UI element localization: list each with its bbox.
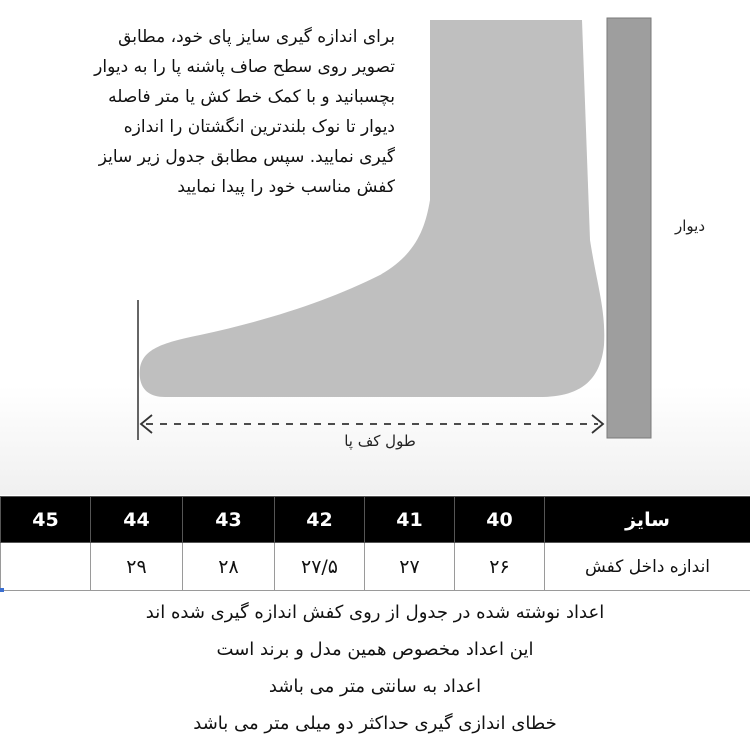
instruction-line: دیوار تا نوک بلندترین انگشتان را اندازه bbox=[123, 117, 395, 137]
corner-marker bbox=[0, 588, 4, 592]
inner-length-row bbox=[1, 543, 750, 591]
length-cell: ۲۶ bbox=[455, 543, 545, 591]
instruction-line: گیری نمایید. سپس مطابق جدول زیر سایز bbox=[98, 147, 395, 167]
instruction-line: برای اندازه گیری سایز پای خود، مطابق bbox=[118, 27, 395, 47]
note-line: اعداد به سانتی متر می باشد bbox=[268, 676, 482, 697]
note-line: خطای اندازی گیری حداکثر دو میلی متر می باشد bbox=[193, 713, 557, 734]
length-cell: ۲۹ bbox=[91, 543, 183, 591]
foot-length-label: طول کف پا bbox=[344, 432, 416, 450]
wall-label: دیوار bbox=[674, 217, 705, 235]
size-header-row bbox=[1, 497, 750, 543]
measurement-instructions bbox=[94, 22, 395, 202]
length-cell: ۲۷ bbox=[365, 543, 455, 591]
inner-length-label: اندازه داخل کفش bbox=[545, 543, 750, 591]
note-line: اعداد نوشته شده در جدول از روی کفش اندازه گیری شده اند bbox=[145, 602, 605, 623]
instruction-line: کفش مناسب خود را پیدا نمایید bbox=[177, 177, 395, 197]
size-cell: 40 bbox=[455, 497, 545, 543]
size-cell: 41 bbox=[365, 497, 455, 543]
wall-shape bbox=[607, 18, 651, 438]
size-chart-table bbox=[0, 496, 750, 591]
length-cell: ۲۸ bbox=[183, 543, 275, 591]
size-cell: 44 bbox=[91, 497, 183, 543]
size-cell: 43 bbox=[183, 497, 275, 543]
note-line: این اعداد مخصوص همین مدل و برند است bbox=[216, 639, 534, 660]
size-cell: 45 bbox=[1, 497, 91, 543]
size-header-label: سایز bbox=[545, 497, 750, 543]
size-cell: 42 bbox=[275, 497, 365, 543]
length-cell: ۲۷/۵ bbox=[275, 543, 365, 591]
length-cell bbox=[1, 543, 91, 591]
notes-section bbox=[0, 594, 750, 742]
instruction-line: بچسبانید و با کمک خط کش یا متر فاصله bbox=[108, 87, 395, 107]
instruction-line: تصویر روی سطح صاف پاشنه پا را به دیوار bbox=[94, 57, 395, 77]
